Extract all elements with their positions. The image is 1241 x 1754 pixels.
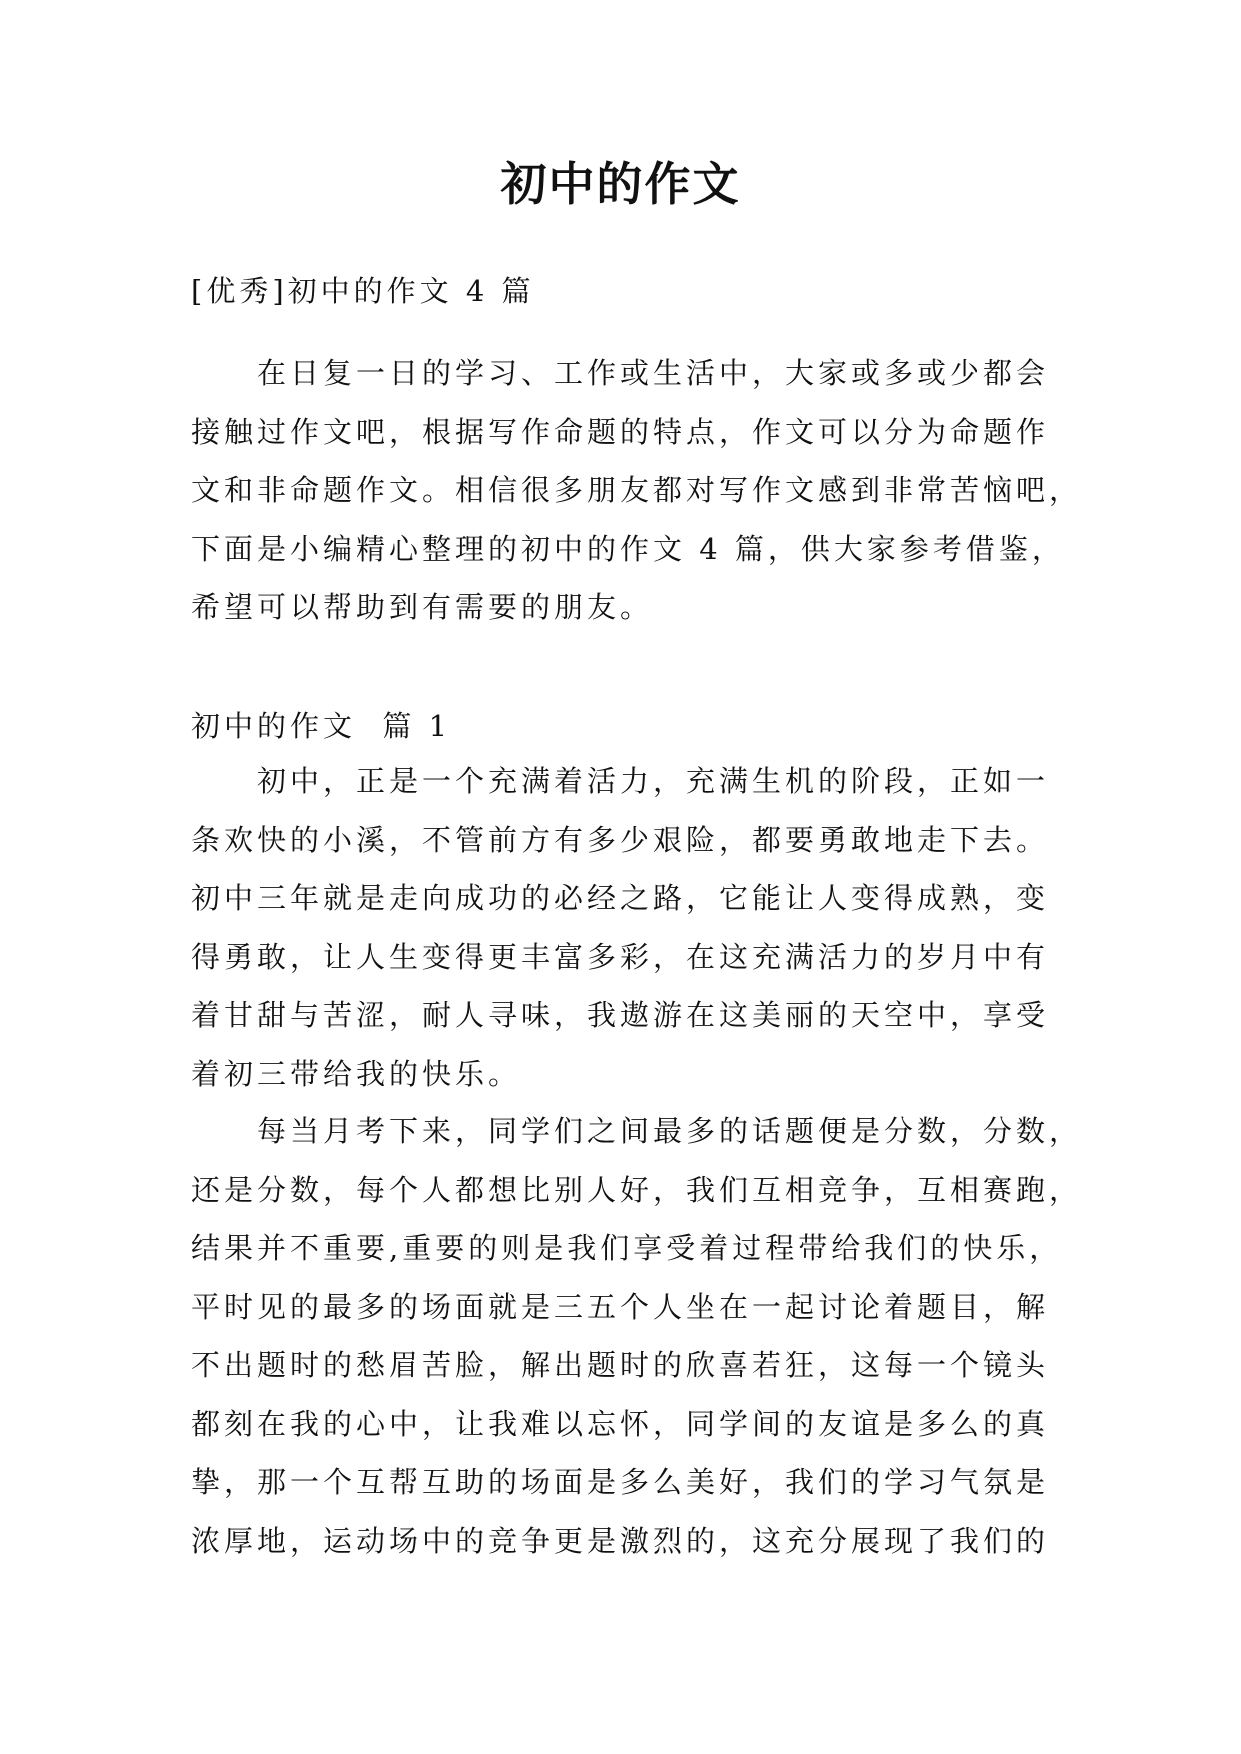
text-line: 条欢快的小溪，不管前方有多少艰险，都要勇敢地走下去。 (191, 822, 1050, 857)
text-line: 得勇敢，让人生变得更丰富多彩，在这充满活力的岁月中有 (191, 939, 1050, 974)
text-line: 文和非命题作文。相信很多朋友都对写作文感到非常苦恼吧， (191, 473, 1083, 507)
text-line: 浓厚地，运动场中的竞争更是激烈的，这充分展现了我们的 (191, 1523, 1050, 1558)
text-line: 下面是小编精心整理的初中的作文 4 篇，供大家参考借鉴， (191, 531, 1065, 566)
text-line: 着初三带给我的快乐。 (191, 1056, 522, 1091)
text-line: 平时见的最多的场面就是三五个人坐在一起讨论着题目，解 (191, 1289, 1050, 1324)
section-paragraph (191, 752, 1061, 1103)
text-line: 初中，正是一个充满着活力，充满生机的阶段，正如一 (257, 764, 1050, 798)
text-line: 结果并不重要,重要的则是我们享受着过程带给我们的快乐， (191, 1231, 1063, 1265)
intro-heading: [优秀]初中的作文 4 篇 (191, 274, 535, 308)
document-title: 初中的作文 (500, 157, 741, 211)
text-line: 在日复一日的学习、工作或生活中，大家或多或少都会 (257, 356, 1050, 390)
intro-paragraph (191, 344, 1083, 637)
text-line: 希望可以帮助到有需要的朋友。 (191, 590, 654, 624)
text-line: 接触过作文吧，根据写作命题的特点，作文可以分为命题作 (191, 414, 1050, 449)
text-line: 着甘甜与苦涩，耐人寻味，我遨游在这美丽的天空中，享受 (191, 998, 1050, 1032)
text-line: 挚，那一个互帮互助的场面是多么美好，我们的学习气氛是 (191, 1465, 1050, 1499)
text-line: 初中三年就是走向成功的必经之路，它能让人变得成熟，变 (191, 881, 1050, 915)
text-line: 不出题时的愁眉苦脸，解出题时的欣喜若狂，这每一个镜头 (191, 1348, 1050, 1382)
text-line: 还是分数，每个人都想比别人好，我们互相竞争，互相赛跑， (191, 1172, 1083, 1207)
text-line: 每当月考下来，同学们之间最多的话题便是分数，分数， (257, 1114, 1083, 1148)
section-heading: 初中的作文 篇 1 (191, 709, 452, 743)
text-line: 都刻在我的心中，让我难以忘怀，同学间的友谊是多么的真 (191, 1406, 1050, 1441)
section-paragraph (191, 1102, 1083, 1570)
